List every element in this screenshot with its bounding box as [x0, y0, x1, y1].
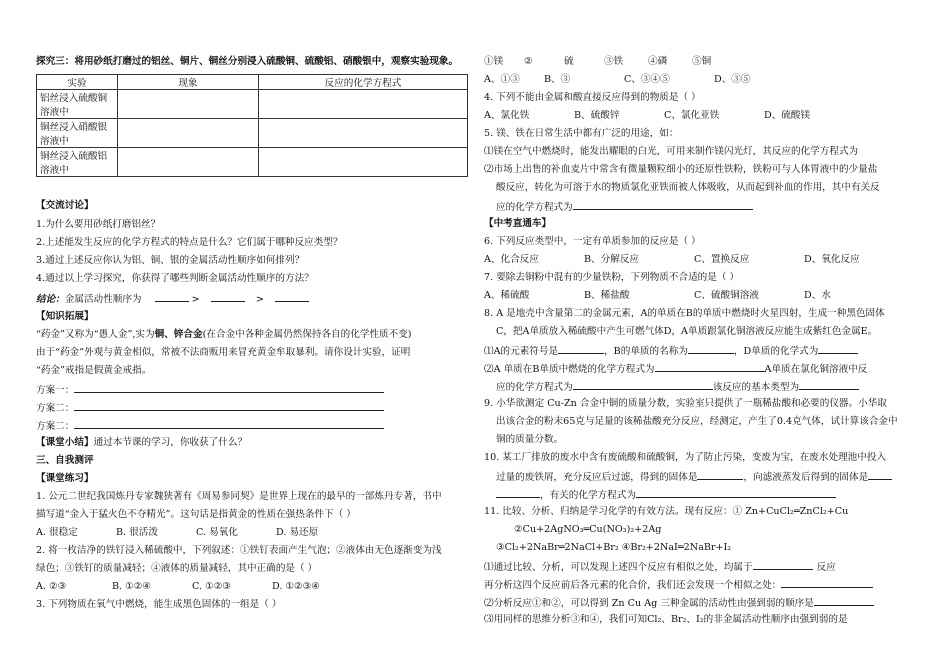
- answer-blank[interactable]: [655, 362, 765, 372]
- question-text: 2. 将一枚洁净的铁钉浸入稀硫酸中，下列叙述：①铁钉表面产生气泡；②液体由无色逐渐变为浅: [36, 545, 442, 556]
- options-row: [484, 74, 750, 86]
- order-sign: >: [255, 294, 264, 305]
- answer-blank[interactable]: [155, 292, 189, 302]
- plan-blank[interactable]: [74, 401, 384, 411]
- question-text: ⑵市场上出售的补血麦片中常含有微量颗粒细小的还原性铁粉，铁粉可与人体胃液中的少量盐: [484, 164, 878, 175]
- cell-text: 铝丝浸入硫酸铜: [40, 93, 108, 104]
- question-line: [484, 578, 873, 592]
- question-text: 应的化学方程式为: [496, 202, 573, 213]
- option[interactable]: A、稀硫酸: [484, 290, 530, 301]
- options-row: [484, 290, 831, 302]
- cell-text: 铜丝浸入硝酸银: [40, 122, 108, 133]
- plan-line: [36, 383, 384, 397]
- question-text: ⑴通过比较、分析，可以发现上述四个反应有相似之处，均属于: [484, 562, 753, 573]
- question-text: ，向滤液蒸发后得到的固体是: [743, 472, 869, 483]
- option[interactable]: B、稀盐酸: [584, 290, 630, 301]
- question-text: ⑵A 单质在B单质中燃烧的化学方程式为: [484, 364, 655, 375]
- question-text: 描写道“金入于猛火色不夺精光”。这句话是指黄金的性质在强热条件下（ ）: [36, 509, 356, 520]
- answer-blank[interactable]: [799, 380, 859, 390]
- expand-line: “药金”戒指是假黄金戒指。: [36, 365, 152, 376]
- option[interactable]: C. 易氧化: [196, 527, 238, 538]
- discussion-title: 【交流讨论】: [36, 200, 94, 211]
- cell-text: 铜丝浸入硫酸铝: [40, 151, 108, 162]
- option[interactable]: A、氯化铁: [484, 110, 530, 121]
- question-line: [496, 200, 753, 214]
- options-row: [36, 581, 320, 593]
- question-line: [484, 362, 867, 376]
- exam-title: 【中考直通车】: [484, 218, 552, 229]
- options-row: [36, 527, 318, 539]
- question-line: [496, 380, 859, 394]
- table-header: 反应的化学方程式: [259, 75, 468, 90]
- question-text: C，把A单质放入稀硫酸中产生可燃气体D，A单质跟氯化铜溶液反应能生成紫红色金属E。: [496, 326, 878, 337]
- cell-text: 溶液中: [40, 107, 69, 118]
- question-line: [496, 470, 892, 484]
- conclusion-text: 金属活动性顺序为: [64, 294, 142, 305]
- question-text: 铜的质量分数。: [496, 434, 564, 445]
- question-text: 出该合金的粉末65克与足量的该稀盐酸充分反应，经测定，产生了0.4克气体，试计算该合金中: [496, 416, 898, 427]
- question-text: ，B的单质的名称为: [604, 346, 688, 357]
- answer-blank[interactable]: [275, 292, 309, 302]
- conclusion-line: [36, 292, 309, 306]
- question-text: 9. 小华欲测定 Cu-Zn 合金中铜的质量分数，实验室只提供了一瓶稀盐酸和必要的仪器。小华取: [484, 398, 887, 409]
- options-row: [484, 254, 860, 266]
- question-line: [496, 488, 836, 502]
- item: ④磷: [648, 56, 668, 67]
- answer-blank[interactable]: [868, 470, 892, 480]
- answer-blank[interactable]: [781, 578, 873, 588]
- question-text: ，有关的化学方程式为: [540, 490, 636, 501]
- option[interactable]: A、化合反应: [484, 254, 539, 265]
- question-text: 过量的废铁屑，充分反应后过滤，得到的固体是: [496, 472, 698, 483]
- table-row: [37, 148, 468, 177]
- cell-text: 溶液中: [40, 165, 69, 176]
- answer-blank[interactable]: [753, 560, 813, 570]
- question-text: 该反应的基本类型为: [712, 382, 800, 393]
- table-cell[interactable]: [118, 148, 259, 177]
- question-text: ⑵分析反应①和②，可以得到 Zn Cu Ag 三种金属的活动性由强到弱的顺序是: [484, 598, 814, 609]
- expand-line: 由于“药金”外观与黄金相似，常被不法商贩用来冒充黄金牟取暴利。请你设计实验，证明: [36, 347, 411, 358]
- option[interactable]: A. 很稳定: [36, 527, 78, 538]
- expand-title: 【知识拓展】: [36, 311, 94, 322]
- option[interactable]: B. ①②④: [112, 581, 151, 592]
- plan-label: 方案二：: [36, 421, 75, 432]
- answer-blank[interactable]: [573, 200, 753, 210]
- expand-text: (在合金中各种金属仍然保持各自的化学性质不变): [202, 329, 412, 340]
- table-header: 实验: [37, 75, 118, 90]
- question-text: A单质在氯化铜溶液中反: [764, 364, 868, 375]
- expand-text: “药金”又称为“愚人金”,实为: [36, 329, 155, 340]
- plan-label: 方案二：: [36, 403, 75, 414]
- question-text: 酸反应，转化为可溶于水的物质氯化亚铁而被人体吸收，从而起到补血的作用，其中有关反: [496, 182, 880, 193]
- question-text: 反应: [816, 562, 836, 573]
- order-sign: >: [191, 294, 200, 305]
- discussion-item: 1.为什么要用砂纸打磨铝丝？: [36, 219, 161, 230]
- option[interactable]: D. ①②③④: [272, 581, 320, 592]
- item: 硫: [564, 56, 574, 67]
- plan-blank[interactable]: [74, 383, 384, 393]
- option[interactable]: B、分解反应: [584, 254, 640, 265]
- summary-line: [36, 437, 247, 449]
- question-line: [484, 560, 836, 574]
- option[interactable]: A、①③: [484, 74, 520, 85]
- option[interactable]: D. 易还原: [276, 527, 319, 538]
- table-row: [37, 119, 468, 148]
- option[interactable]: D、硫酸镁: [764, 110, 811, 121]
- reaction-text: ③Cl₂+2NaBr═2NaCl+Br₂ ④Br₂+2NaI═2NaBr+I₂: [496, 542, 732, 553]
- question-text: 应的化学方程式为: [496, 382, 573, 393]
- practice-title: 【课堂练习】: [36, 473, 94, 484]
- item: ⑤铜: [692, 56, 712, 67]
- answer-blank[interactable]: [697, 470, 743, 480]
- item: ③铁: [604, 56, 624, 67]
- question-text: 7. 要除去铜粉中混有的少量铁粉，下列物质不合适的是（ ）: [484, 272, 740, 283]
- table-cell: [37, 119, 118, 148]
- table-cell[interactable]: [259, 148, 468, 177]
- options-row: [484, 110, 810, 122]
- answer-blank[interactable]: [818, 344, 858, 354]
- option[interactable]: D、氧化反应: [804, 254, 860, 265]
- discussion-item: 3.通过上述反应你认为铝、铜、银的金属活动性顺序如何排列？: [36, 255, 305, 266]
- question-text: ⑴镁在空气中燃烧时，能发出耀眼的白光，可用来制作镁闪光灯，其反应的化学方程式为: [484, 146, 859, 157]
- item: ①镁: [484, 56, 504, 67]
- table-cell[interactable]: [118, 90, 259, 119]
- table-cell[interactable]: [259, 119, 468, 148]
- conclusion-label: 结论：: [36, 294, 65, 305]
- option[interactable]: D、③⑤: [714, 74, 751, 85]
- answer-blank[interactable]: [814, 596, 874, 606]
- table-cell[interactable]: [259, 90, 468, 119]
- discussion-item: 2.上述能发生反应的化学方程式的特点是什么？它们属于哪种反应类型？: [36, 237, 343, 248]
- answer-blank[interactable]: [573, 380, 713, 390]
- expand-emphasis: 铜、锌合金: [154, 329, 203, 340]
- question-text: 11. 比较、分析、归纳是学习化学的有效方法。现有反应：① Zn+CuCl₂═ZnCl₂+Cu: [484, 506, 849, 517]
- option[interactable]: B. 很活泼: [116, 527, 158, 538]
- option[interactable]: C. ①②③: [192, 581, 231, 592]
- question-text: 6. 下列反应类型中，一定有单质参加的反应是（ ）: [484, 236, 701, 247]
- question-text: 10. 某工厂排放的废水中含有废硫酸和硫酸铜，为了防止污染，变废为宝，在废水处理池中投入: [484, 452, 887, 463]
- question-text: 5. 镁、铁在日常生活中都有广泛的用途，如：: [484, 128, 679, 139]
- answer-blank[interactable]: [636, 488, 836, 498]
- table-cell[interactable]: [118, 119, 259, 148]
- answer-blank[interactable]: [211, 292, 245, 302]
- question-text: ，D单质的化学式为: [733, 346, 819, 357]
- discussion-item: 4.通过以上学习探究，你获得了哪些判断金属活动性顺序的方法？: [36, 273, 314, 284]
- question-text: 绿色；③铁钉的质量减轻；④液体的质量减轻，其中正确的是（ ）: [36, 563, 318, 574]
- table-cell: [37, 148, 118, 177]
- answer-blank[interactable]: [688, 344, 734, 354]
- plan-line: [36, 401, 384, 415]
- option[interactable]: C、硫酸铜溶液: [694, 290, 759, 301]
- item: ②: [524, 56, 533, 67]
- table-cell: [37, 90, 118, 119]
- question-text: ⑶用同样的思维分析③和④，我们可知Cl₂、Br₂、I₂的非金属活动性顺序由强到弱的是: [484, 614, 848, 625]
- question-text: ⑴A的元素符号是: [484, 346, 559, 357]
- plan-line: [36, 419, 384, 433]
- question-text: 8. A 是地壳中含量第二的金属元素，A的单质在B的单质中燃烧时火星四射，生成一种黑色固体: [484, 308, 885, 319]
- reaction-text: ②Cu+2AgNO₃═Cu(NO₃)₂+2Ag: [514, 524, 662, 535]
- summary-text: 通过本节课的学习，你收获了什么？: [93, 437, 248, 448]
- table-header: 现象: [118, 75, 259, 90]
- option[interactable]: B、硫酸锌: [574, 110, 620, 121]
- expand-line: [36, 329, 412, 341]
- option[interactable]: C、氯化亚铁: [664, 110, 720, 121]
- question-line: [484, 596, 874, 610]
- cell-text: 溶液中: [40, 136, 69, 147]
- answer-blank[interactable]: [558, 344, 604, 354]
- option[interactable]: A. ②③: [36, 581, 67, 592]
- answer-blank[interactable]: [496, 488, 540, 498]
- option[interactable]: C、③④⑤: [624, 74, 670, 85]
- q3-items-row: [484, 56, 711, 68]
- plan-label: 方案一：: [36, 385, 75, 396]
- question-text: 1. 公元二世纪我国炼丹专家魏狭著有《周易参同契》是世界上现在的最早的一部炼丹专著，书中: [36, 491, 442, 502]
- table-header-row: [37, 75, 468, 90]
- option[interactable]: D、水: [804, 290, 831, 301]
- experiment-table: [36, 74, 468, 177]
- table-row: [37, 90, 468, 119]
- question-text: 再分析这四个反应前后各元素的化合价，我们还会发现一个相似之处：: [484, 580, 782, 591]
- section-title: 三、自我测评: [36, 455, 94, 466]
- question-text: 3. 下列物质在氧气中燃烧，能生成黑色固体的一组是（ ）: [36, 599, 282, 610]
- question-line: [484, 344, 858, 358]
- plan-blank[interactable]: [74, 419, 384, 429]
- option[interactable]: C、置换反应: [694, 254, 750, 265]
- experiment-heading: 探究三：将用砂纸打磨过的铝丝、铜片、铜丝分别浸入硫酸铜、硫酸铝、硝酸银中，观察实验现象。: [36, 56, 459, 67]
- option[interactable]: B、③: [544, 74, 571, 85]
- question-text: 4. 下列不能由金属和酸直接反应得到的物质是（ ）: [484, 92, 701, 103]
- summary-title: 【课堂小结】: [36, 437, 94, 448]
